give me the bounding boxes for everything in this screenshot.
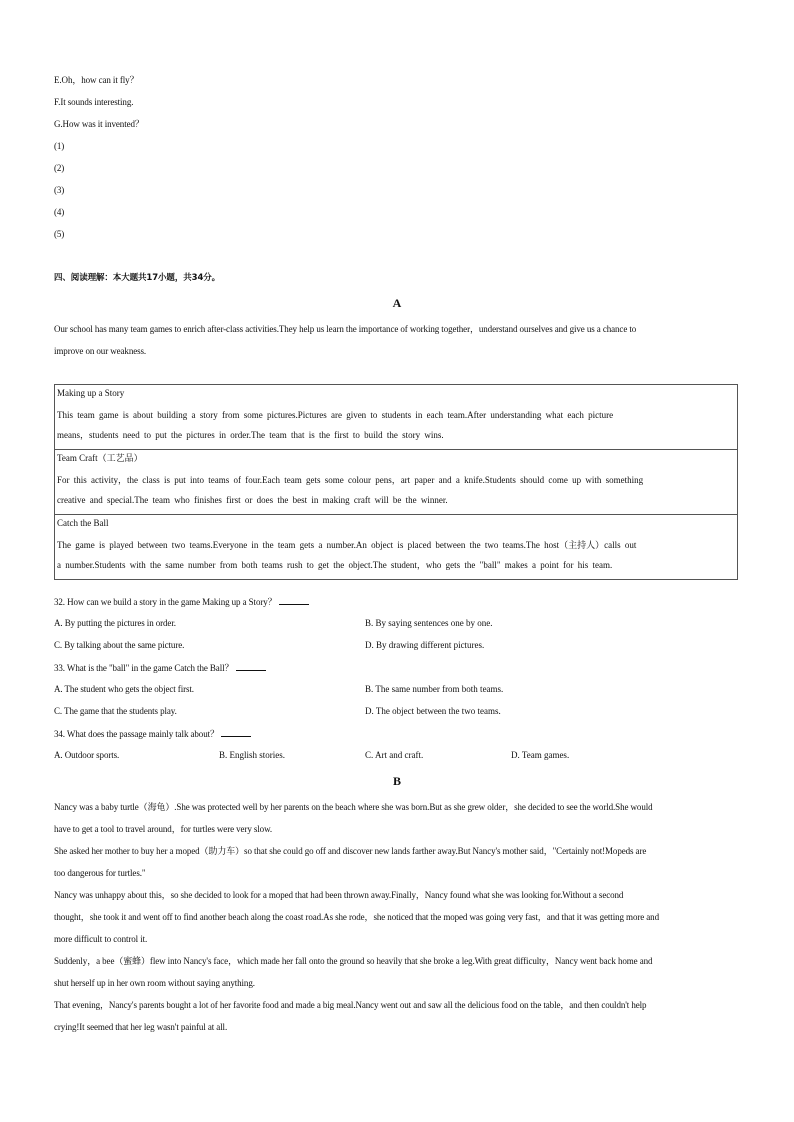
passage-b-line: thought，she took it and went off to find another beach along the coast road.As she rode，she noticed that the moped was going very fast，and that it was getting more and [54,912,659,922]
passage-b-line: Suddenly，a bee（蜜蜂）flew into Nancy's face，which made her fall onto the ground so heavily that she broke a leg.With great difficulty，Nancy went back home and [54,956,653,966]
passage-b-label: B [392,774,401,788]
option-e: E.Oh，how can it fly？ [54,75,139,85]
option-f: F.It sounds interesting. [54,97,134,107]
q33-option-a[interactable]: A. The student who gets the object first. [54,684,194,694]
q33-option-b[interactable]: B. The same number from both teams. [365,684,504,694]
q32-option-d[interactable]: D. By drawing different pictures. [365,640,485,650]
question-stem: 32. How can we build a story in the game Making up a Story？ [54,597,277,607]
answer-blank[interactable] [279,595,309,605]
passage-a-label: A [392,296,402,310]
passage-b-line: Nancy was unhappy about this，so she decided to look for a moped that had been thrown away.Finally，Nancy found what she was looking for.Without a second [54,890,624,900]
game-title: Team Craft（工艺品） [57,453,143,463]
question-34 [54,727,251,740]
team-games-table [54,384,738,580]
q32-option-a[interactable]: A. By putting the pictures in order. [54,618,176,628]
answer-slot-1[interactable]: (1) [54,141,65,151]
passage-b-line: more difficult to control it. [54,934,148,944]
passage-b-line: Nancy was a baby turtle（海龟）.She was protected well by her parents on the beach where she was born.But as she grew older，she decided to see the world.She would [54,802,653,812]
passage-b-line: She asked her mother to buy her a moped（助力车）so that she could go off and discover new lands farther away.But Nancy's mother said，"Certainly not!Mopeds are [54,846,647,856]
question-33 [54,661,266,674]
q34-option-b[interactable]: B. English stories. [219,750,286,760]
answer-slot-2[interactable]: (2) [54,163,65,173]
answer-slot-5[interactable]: (5) [54,229,65,239]
table-row [55,385,738,450]
answer-blank[interactable] [221,727,251,737]
passage-b-line: too dangerous for turtles." [54,868,146,878]
answer-slot-4[interactable]: (4) [54,207,65,217]
q33-option-c[interactable]: C. The game that the students play. [54,706,177,716]
option-g: G.How was it invented？ [54,119,144,129]
passage-b-line: crying!It seemed that her leg wasn't painful at all. [54,1022,228,1032]
table-row [55,450,738,515]
passage-b-line: shut herself up in her own room without saying anything. [54,978,255,988]
game-cell-team-craft [55,450,738,515]
table-row [55,515,738,580]
q33-option-d[interactable]: D. The object between the two teams. [365,706,501,716]
q34-option-d[interactable]: D. Team games. [511,750,570,760]
section-heading: 四、阅读理解：本大题共17小题，共34分。 [54,273,221,283]
game-text: a number.Students with the same number from both teams rush to get the object.The student，who gets the "ball" makes a point for his team. [57,560,613,570]
q34-option-a[interactable]: A. Outdoor sports. [54,750,120,760]
game-text: means，students need to put the pictures in order.The team that is the first to build the story wins. [57,430,444,440]
passage-b-line: have to get a tool to travel around，for turtles were very slow. [54,824,273,834]
question-stem: 34. What does the passage mainly talk about？ [54,729,219,739]
answer-blank[interactable] [236,661,266,671]
game-cell-catch-the-ball [55,515,738,580]
game-text: For this activity，the class is put into teams of four.Each team gets some colour pens，art paper and a knife.Students should come up with something [57,475,644,485]
answer-slot-3[interactable]: (3) [54,185,65,195]
q32-option-c[interactable]: C. By talking about the same picture. [54,640,185,650]
game-cell-making-up-a-story [55,385,738,450]
q32-option-b[interactable]: B. By saying sentences one by one. [365,618,493,628]
q34-option-c[interactable]: C. Art and craft. [365,750,424,760]
game-title: Catch the Ball [57,518,109,528]
intro-line-1: Our school has many team games to enrich after-class activities.They help us learn the importance of working together，understand ourselves and give us a chance to [54,324,637,334]
game-text: The game is played between two teams.Everyone in the team gets a number.An object is placed between the two teams.The host（主持人）calls out [57,540,637,550]
game-text: creative and special.The team who finishes first or does the best in making craft will be the winner. [57,495,448,505]
question-stem: 33. What is the "ball" in the game Catch the Ball？ [54,663,234,673]
question-32 [54,595,309,608]
game-title: Making up a Story [57,388,125,398]
intro-line-2: improve on our weakness. [54,346,147,356]
passage-b-line: That evening，Nancy's parents bought a lot of her favorite food and made a big meal.Nancy went out and saw all the delicious food on the table，and then couldn't help [54,1000,647,1010]
game-text: This team game is about building a story from some pictures.Pictures are given to students in each team.After understanding what each picture [57,410,614,420]
